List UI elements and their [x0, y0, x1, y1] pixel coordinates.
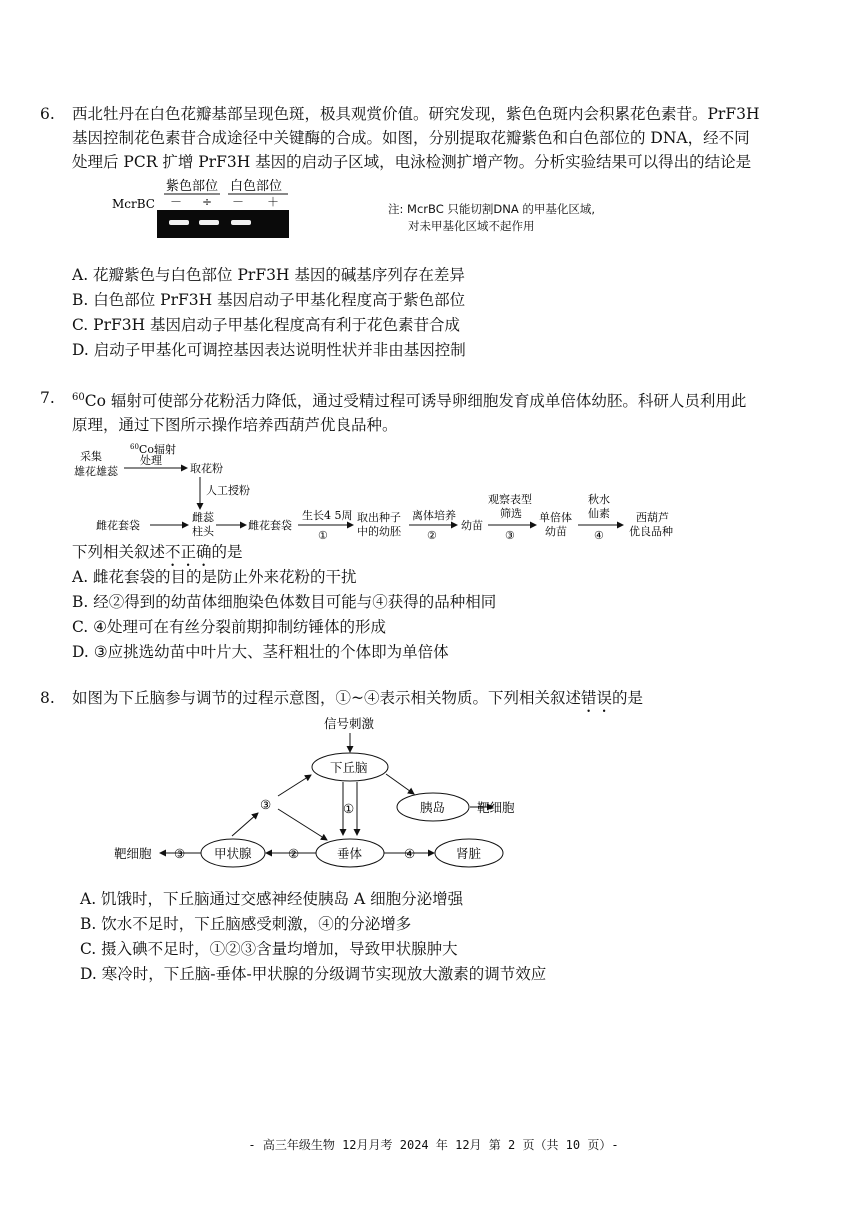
note-line: 注: McrBC 只能切割DNA 的甲基化区域,: [388, 202, 596, 216]
flow-result: 西葫芦: [636, 511, 669, 524]
flow-haploid: 单倍体: [539, 511, 572, 524]
kidney-label: 肾脏: [456, 846, 482, 861]
stem-line: 处理后 PCR 扩增 PrF3H 基因的启动子区域，电泳检测扩增产物。分析实验结果可以得出的结论是: [72, 153, 752, 171]
stem-text: 的是: [612, 689, 644, 707]
lane-sign: －: [232, 195, 245, 209]
flow-artificial: 人工授粉: [206, 484, 250, 497]
flow-embryo: 取出种子: [357, 511, 401, 524]
stem-line: [72, 386, 792, 413]
gel-note: [388, 201, 595, 235]
option-a: A. 雌花套袋的目的是防止外来花粉的干扰: [72, 568, 357, 586]
flow-embryo: 中的幼胚: [357, 525, 401, 538]
flow-grow: 生长4 5周: [302, 509, 353, 522]
lane-sign: ÷: [202, 195, 213, 209]
hypothalamus-label: 下丘脑: [330, 760, 368, 775]
flow-process: 处理: [140, 454, 162, 467]
question-number: 8.: [40, 689, 55, 707]
emphasis-text: 错误: [581, 689, 613, 707]
option-b: B. 经②得到的幼苗体细胞染色体数目可能与④获得的品种相同: [72, 593, 497, 611]
option-b: B. 白色部位 PrF3H 基因启动子甲基化程度高于紫色部位: [72, 291, 466, 309]
islet-label: 胰岛: [420, 800, 446, 815]
purple-part-label: 紫色部位: [166, 179, 219, 194]
thyroid-label: 甲状腺: [214, 846, 252, 861]
option-c: C. PrF3H 基因启动子甲基化程度高有利于花色素苷合成: [72, 316, 461, 334]
option-c: C. 摄入碘不足时，①②③含量均增加，导致甲状腺肿大: [80, 940, 458, 958]
co-text: Co辐射: [138, 443, 176, 456]
substance-1: ①: [343, 801, 355, 816]
flow-stigma: 雌蕊: [192, 511, 214, 524]
substance-3-left: ③: [174, 846, 186, 861]
co-superscript: 60: [130, 443, 139, 451]
flow-result: 优良品种: [629, 525, 673, 538]
stem-line: 西北牡丹在白色花瓣基部呈现色斑，极具观赏价值。研究发现，紫色色斑内会积累花色素苷。PrF3H: [72, 105, 760, 123]
flow-haploid: 幼苗: [545, 525, 567, 538]
flow-female-bag-2: 雌花套袋: [248, 519, 292, 532]
substance-2: ②: [288, 846, 300, 861]
gel-band: [169, 220, 189, 225]
target-cell-left: 靶细胞: [114, 846, 152, 861]
electrophoresis-figure: [110, 176, 310, 240]
flow-colchicine: 仙素: [588, 507, 610, 520]
breeding-flowchart: [70, 437, 690, 545]
white-part-label: 白色部位: [230, 179, 283, 194]
option-a: A. 花瓣紫色与白色部位 PrF3H 基因的碱基序列存在差异: [72, 266, 465, 284]
flow-step-4: ④: [594, 529, 604, 542]
question-stem: [72, 386, 792, 437]
question-number: 7.: [40, 389, 55, 407]
question-stem: [72, 102, 792, 174]
prompt-text: 的是: [211, 543, 243, 561]
signal-stimulus: 信号刺激: [324, 716, 375, 731]
page-footer: - 高三年级生物 12月月考 2024 年 12月 第 2 页（共 10 页）-: [248, 1138, 619, 1152]
gel-band: [231, 220, 251, 225]
target-cell-right: 靶细胞: [477, 800, 515, 815]
option-d: D. ③应挑选幼苗中叶片大、茎秆粗壮的个体即为单倍体: [72, 643, 449, 661]
flow-colchicine: 秋水: [588, 493, 610, 506]
emphasis-text: 不正确: [165, 543, 212, 561]
hypothalamus-diagram: [100, 712, 530, 872]
flow-step-2: ②: [427, 529, 437, 542]
flow-observe: 筛选: [500, 507, 522, 520]
stem-line: 基因控制花色素苷合成途径中关键酶的合成。如图，分别提取花瓣紫色和白色部位的 DNA，经不同: [72, 129, 750, 147]
option-a: A. 饥饿时，下丘脑通过交感神经使胰岛 A 细胞分泌增强: [80, 890, 464, 908]
question-number: 6.: [40, 105, 55, 123]
note-line: 对未甲基化区域不起作用: [408, 219, 535, 233]
flow-culture: 离体培养: [412, 509, 456, 522]
flow-stigma: 柱头: [192, 525, 214, 538]
lane-sign: ＋: [267, 195, 280, 209]
option-c: C. ④处理可在有丝分裂前期抑制纺锤体的形成: [72, 618, 387, 636]
flow-observe: 观察表型: [488, 493, 532, 506]
stem-text: 如图为下丘脑参与调节的过程示意图，①~④表示相关物质。下列相关叙述: [72, 689, 581, 707]
flow-get-pollen: 取花粉: [190, 462, 223, 475]
lane-sign: －: [170, 195, 183, 209]
stem-text: Co 辐射可使部分花粉活力降低，通过受精过程可诱导卵细胞发育成单倍体幼胚。科研人员利用此: [84, 392, 747, 411]
option-d: D. 启动子甲基化可调控基因表达说明性状并非由基因控制: [72, 341, 466, 359]
mcrbc-label: McrBC: [112, 197, 155, 211]
flow-step-1: ①: [318, 529, 328, 542]
option-d: D. 寒冷时，下丘脑-垂体-甲状腺的分级调节实现放大激素的调节效应: [80, 965, 547, 983]
option-b: B. 饮水不足时，下丘脑感受刺激，④的分泌增多: [80, 915, 412, 933]
stem-line: 原理，通过下图所示操作培养西葫芦优良品种。: [72, 416, 398, 435]
flow-collect: 雄花雄蕊: [74, 465, 118, 478]
flow-seedling: 幼苗: [461, 519, 483, 532]
substance-3-top: ③: [260, 797, 272, 812]
gel-band: [199, 220, 219, 225]
substance-4: ④: [404, 846, 416, 861]
flow-collect: 采集: [80, 450, 102, 463]
flow-female-bag: 雌花套袋: [96, 519, 140, 532]
prompt-text: 下列相关叙述: [72, 543, 166, 561]
isotope-superscript: 60: [72, 392, 85, 403]
pituitary-label: 垂体: [337, 846, 363, 861]
flow-step-3: ③: [505, 529, 515, 542]
